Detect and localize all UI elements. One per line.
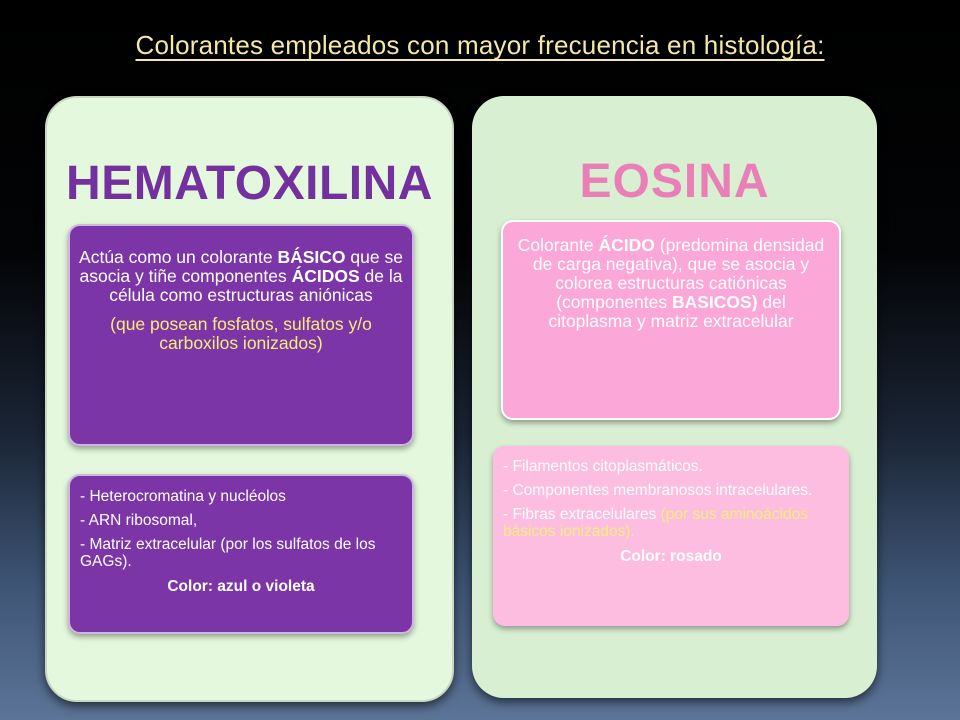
eosina-color-label: Color: rosado — [620, 548, 722, 565]
eosina-panel — [472, 96, 877, 698]
hematoxilina-description — [78, 248, 404, 305]
desc-bold-acido: ÁCIDO — [598, 235, 655, 255]
list-item: - Heterocromatina y nucléolos — [80, 488, 286, 505]
eosina-heading: EOSINA — [579, 155, 770, 208]
list-item: - Matriz extracelular (por los sulfatos de los GAGs). — [80, 536, 376, 570]
hematoxilina-heading: HEMATOXILINA — [66, 157, 433, 210]
list-item: - ARN ribosomal, — [80, 512, 198, 529]
desc-text: que se asocia y tiñe componentes — [79, 247, 403, 286]
hematoxilina-panel — [45, 96, 454, 702]
hematoxilina-color-label: Color: azul o violeta — [167, 578, 315, 595]
desc-text: (predomina densidad de carga negativa), que se asocia y colorea estructuras catiónicas (componentes — [532, 235, 825, 312]
list-item: - Componentes membranosos intracelulares. — [503, 482, 813, 499]
desc-bold-basicos: BASICOS) — [671, 292, 758, 312]
hematoxilina-highlight: (que posean fosfatos, sulfatos y/o carboxilos ionizados) — [110, 314, 372, 353]
hematoxilina-description-box — [68, 224, 414, 446]
hematoxilina-targets-box — [68, 474, 414, 634]
desc-bold-basico: BÁSICO — [277, 247, 346, 267]
eosina-description — [513, 236, 829, 331]
list-item — [503, 506, 839, 540]
slide-title: Colorantes empleados con mayor frecuencia en histología: — [135, 30, 825, 60]
eosina-targets-box — [493, 446, 849, 626]
list-item-highlight: (por sus aminoácidos básicos ionizados). — [503, 506, 808, 540]
desc-text: Actúa como un colorante — [79, 247, 278, 267]
desc-text: de la célula como estructuras aniónicas — [109, 266, 403, 305]
list-item: - Filamentos citoplasmáticos. — [503, 458, 703, 475]
eosina-description-box — [501, 220, 841, 420]
desc-text: del citoplasma y matriz extracelular — [548, 292, 794, 331]
list-item-text: - Fibras extracelulares — [503, 506, 661, 523]
desc-bold-acidos: ÁCIDOS — [291, 266, 360, 286]
desc-text: Colorante — [517, 235, 599, 255]
